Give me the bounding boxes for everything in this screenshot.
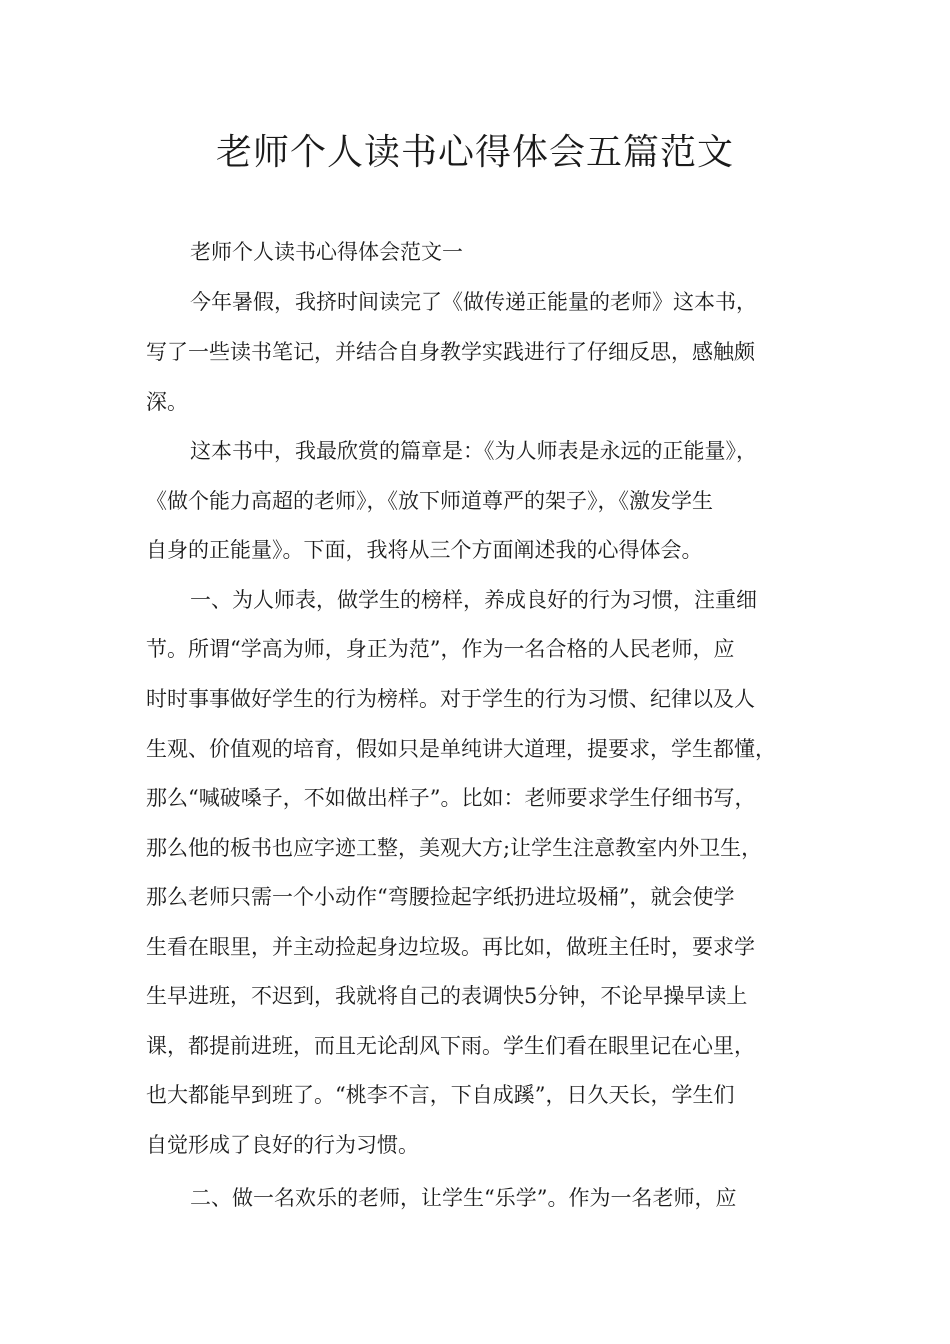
document-title: 老师个人读书心得体会五篇范文	[215, 132, 734, 173]
paragraph-line: 今年暑假，我挤时间读完了《做传递正能量的老师》这本书，	[190, 290, 757, 314]
paragraph-line: 二、做一名欢乐的老师，让学生“乐学”。作为一名老师，应	[190, 1186, 737, 1210]
paragraph-line: 节。所谓“学高为师，身正为范”，作为一名合格的人民老师，应	[146, 637, 735, 661]
paragraph-line: 生早进班，不迟到，我就将自己的表调快5分钟，不论早操早读上	[146, 984, 748, 1008]
paragraph-line: 自觉形成了良好的行为习惯。	[146, 1133, 419, 1157]
paragraph-line: 一、为人师表，做学生的榜样，养成良好的行为习惯，注重细	[190, 588, 757, 612]
paragraph-line: 那么“喊破嗓子，不如做出样子”。比如：老师要求学生仔细书写，	[146, 786, 756, 810]
paragraph-line: 《做个能力高超的老师》，《放下师道尊严的架子》，《激发学生	[146, 489, 713, 513]
paragraph-line: 写了一些读书笔记，并结合自身教学实践进行了仔细反思，感触颇	[146, 340, 755, 364]
paragraph-line: 深。	[146, 390, 188, 414]
paragraph-line: 这本书中，我最欣赏的篇章是：《为人师表是永远的正能量》，	[190, 439, 757, 463]
paragraph-line: 生看在眼里，并主动捡起身边垃圾。再比如，做班主任时，要求学	[146, 935, 755, 959]
section-heading: 老师个人读书心得体会范文一	[190, 240, 463, 264]
paragraph-line: 那么他的板书也应字迹工整，美观大方;让学生注意教室内外卫生，	[146, 836, 763, 860]
paragraph-line: 时时事事做好学生的行为榜样。对于学生的行为习惯、纪律以及人	[146, 687, 755, 711]
paragraph-line: 生观、价值观的培育，假如只是单纯讲大道理，提要求，学生都懂，	[146, 737, 776, 761]
paragraph-line: 课，都提前进班，而且无论刮风下雨。学生们看在眼里记在心里，	[146, 1034, 755, 1058]
paragraph-line: 那么老师只需一个小动作“弯腰捡起字纸扔进垃圾桶”，就会使学	[146, 885, 735, 909]
paragraph-line: 自身的正能量》。下面，我将从三个方面阐述我的心得体会。	[146, 538, 703, 562]
paragraph-line: 也大都能早到班了。“桃李不言，下自成蹊”，日久天长，学生们	[146, 1083, 735, 1107]
